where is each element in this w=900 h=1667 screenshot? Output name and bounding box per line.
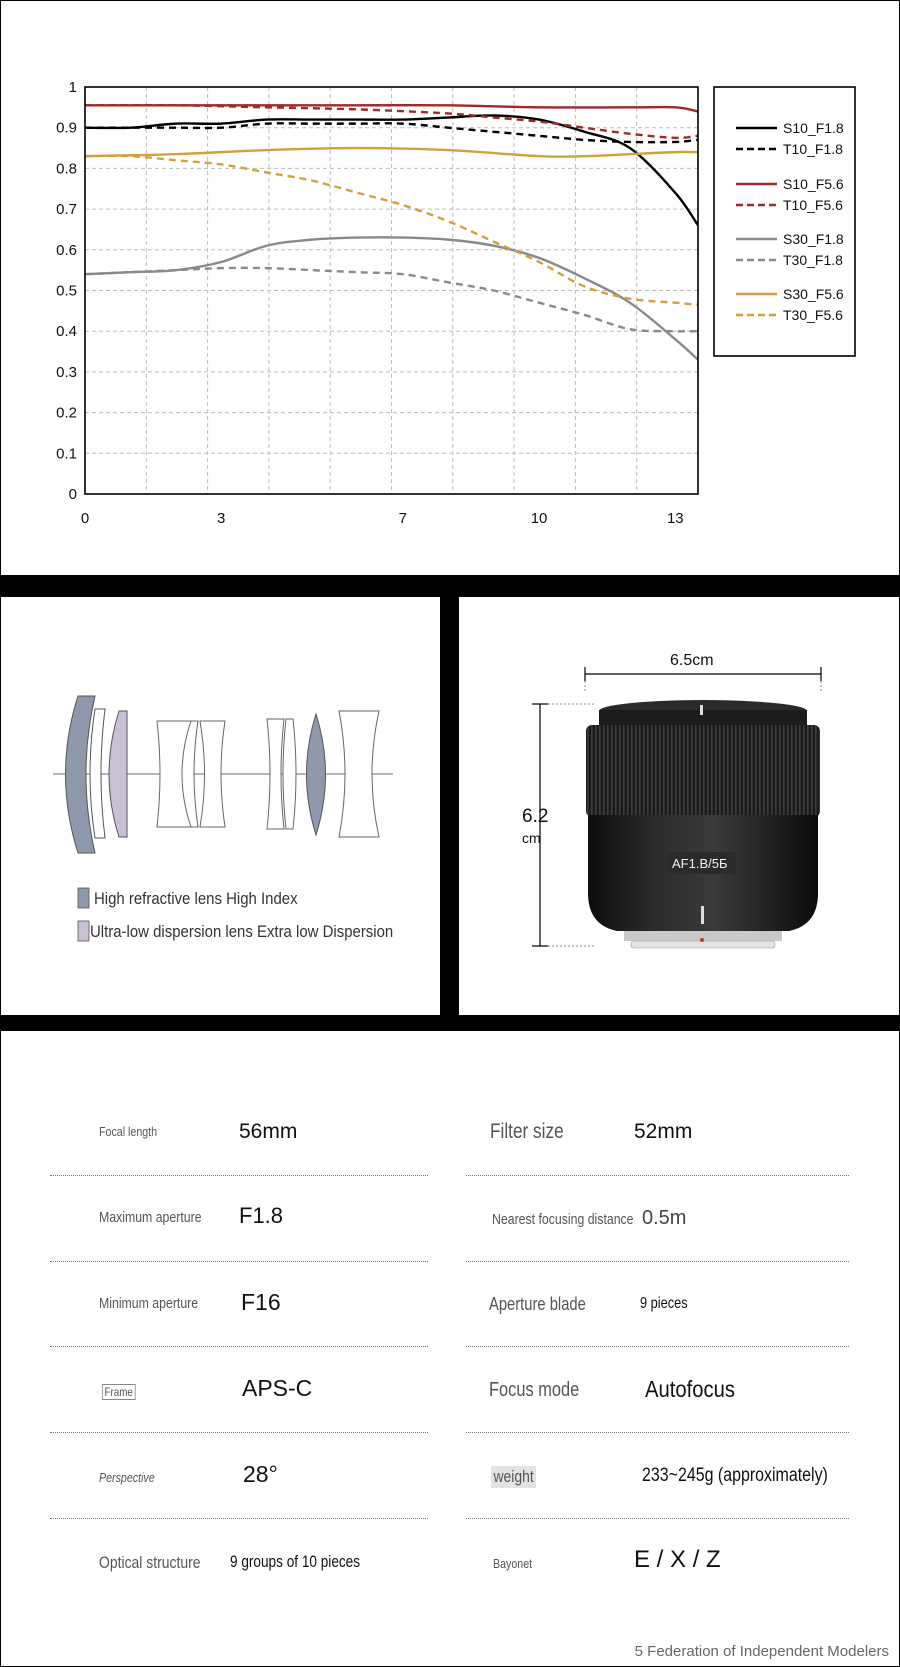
chart-legend	[714, 87, 855, 356]
spec-label-focus-mode: Focus mode	[489, 1379, 580, 1401]
dimensions-panel	[459, 597, 899, 1015]
spec-divider	[50, 1261, 428, 1262]
y-tick-label: 0.5	[56, 282, 77, 300]
spec-value-filter-size: 52mm	[634, 1120, 693, 1143]
spec-divider	[50, 1518, 428, 1519]
spec-label-bayonet: Bayonet	[493, 1556, 533, 1571]
spec-label-nearest-focusing-distance: Nearest focusing distance	[492, 1211, 634, 1228]
spec-value-optical-structure: 9 groups of 10 pieces	[230, 1552, 361, 1571]
y-tick-label: 0.8	[56, 160, 77, 178]
height-unit: cm	[522, 830, 541, 846]
legend-label: S10_F1.8	[783, 120, 844, 136]
x-axis-ticks	[81, 510, 684, 527]
width-label: 6.5cm	[670, 652, 714, 669]
high-index-swatch	[78, 888, 89, 908]
legend-label: T30_F5.6	[783, 307, 843, 323]
legend-label: T30_F1.8	[783, 252, 843, 268]
lens-product-drawing	[459, 597, 899, 1015]
spec-divider	[466, 1261, 849, 1262]
spec-divider	[50, 1432, 428, 1433]
spec-label-focal-length: Focal length	[99, 1124, 158, 1139]
lens-marking: AF1.B/5Б	[672, 856, 728, 871]
spec-divider	[466, 1175, 849, 1176]
low-dispersion-label: Ultra-low dispersion lens Extra low Dispersion	[90, 923, 394, 942]
lens-element-3	[109, 711, 127, 837]
x-tick-label: 13	[666, 510, 684, 527]
spec-value-maximum-aperture: F1.8	[239, 1203, 284, 1228]
focus-ring	[586, 725, 820, 817]
spec-divider	[50, 1346, 428, 1347]
spec-value-aperture-blade: 9 pieces	[640, 1295, 688, 1312]
y-tick-label: 0.6	[56, 241, 77, 259]
series-line-t10-f5-6	[85, 105, 698, 138]
spec-label-filter-size: Filter size	[490, 1120, 564, 1143]
spec-divider	[50, 1175, 428, 1176]
y-tick-label: 0.4	[56, 323, 77, 341]
y-tick-label: 0.3	[56, 363, 77, 381]
spec-divider	[466, 1518, 849, 1519]
spec-value-focus-mode: Autofocus	[645, 1376, 736, 1402]
lens-element-9	[307, 714, 326, 835]
spec-value-frame: APS-C	[242, 1375, 313, 1401]
low-dispersion-swatch	[78, 921, 89, 941]
x-tick-label: 7	[398, 510, 408, 527]
spec-label-perspective: Perspective	[99, 1470, 155, 1485]
lens-element-7	[267, 719, 284, 829]
x-tick-label: 3	[217, 510, 226, 527]
spec-label-minimum-aperture: Minimum aperture	[99, 1295, 199, 1312]
spec-divider	[466, 1346, 849, 1347]
y-tick-label: 0.9	[56, 119, 77, 137]
specifications-panel	[1, 1031, 899, 1666]
watermark: 5 Federation of Independent Modelers	[634, 1643, 889, 1660]
y-tick-label: 1	[68, 79, 77, 96]
y-tick-label: 0.2	[56, 404, 77, 422]
y-tick-label: 0.7	[56, 201, 77, 219]
spec-value-perspective: 28°	[243, 1461, 278, 1487]
spec-value-minimum-aperture: F16	[241, 1289, 281, 1315]
high-index-label: High refractive lens High Index	[94, 890, 298, 909]
lens-product-image	[586, 700, 820, 948]
spec-value-bayonet: E / X / Z	[634, 1546, 721, 1573]
spec-label-weight: weight	[491, 1466, 536, 1488]
spec-divider	[466, 1432, 849, 1433]
legend-label: S30_F1.8	[783, 231, 844, 247]
legend-label: T10_F1.8	[783, 141, 843, 157]
spec-label-optical-structure: Optical structure	[99, 1553, 201, 1572]
spec-label-frame: Frame	[102, 1384, 135, 1400]
spec-value-focal-length: 56mm	[239, 1120, 298, 1143]
lens-diagram	[1, 597, 440, 1015]
mtf-chart-panel	[1, 1, 899, 575]
spec-label-aperture-blade: Aperture blade	[489, 1294, 586, 1314]
x-tick-label: 0	[80, 510, 90, 527]
legend-label: T10_F5.6	[783, 197, 843, 213]
legend-label: S10_F5.6	[783, 176, 844, 192]
lens-element-8	[283, 719, 296, 829]
spec-label-maximum-aperture: Maximum aperture	[99, 1209, 202, 1226]
y-tick-label: 0	[68, 486, 77, 503]
y-tick-label: 0.1	[56, 445, 77, 463]
spec-value-nearest-focusing-distance: 0.5m	[642, 1207, 687, 1229]
y-axis-ticks	[56, 79, 77, 503]
mtf-chart	[1, 1, 899, 575]
height-value: 6.2	[522, 806, 549, 827]
lens-construction-panel	[1, 597, 440, 1015]
x-tick-label: 10	[530, 510, 548, 527]
spec-value-weight: 233~245g (approximately)	[642, 1465, 828, 1486]
legend-label: S30_F5.6	[783, 286, 844, 302]
